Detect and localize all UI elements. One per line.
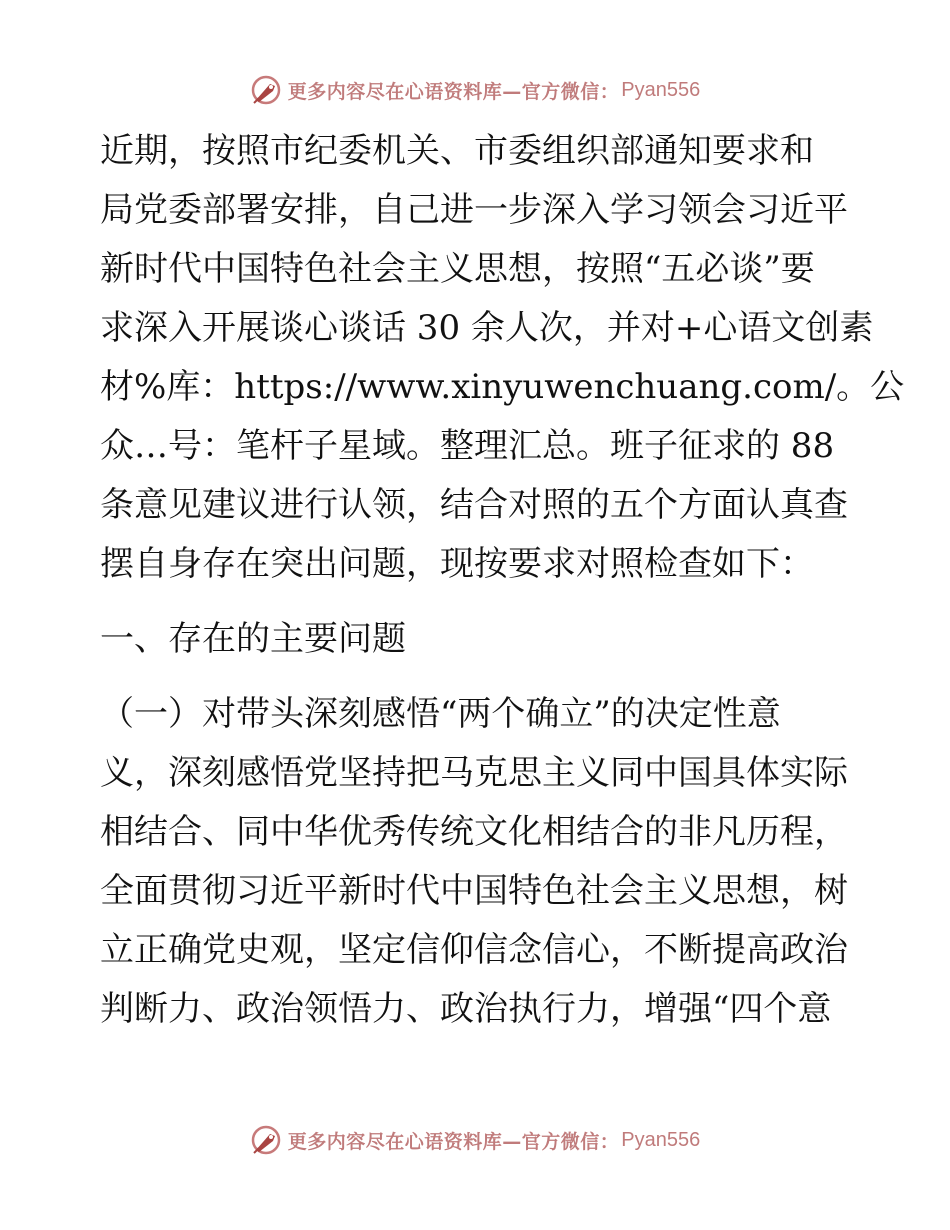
pen-nib-logo-icon <box>250 74 282 106</box>
text-line: 义，深刻感悟党坚持把马克思主义同中国具体实际 <box>100 753 848 793</box>
text-line: 全面贯彻习近平新时代中国特色社会主义思想，树 <box>100 871 848 911</box>
text-line: 局党委部署安排，自己进一步深入学习领会习近平 <box>100 190 848 230</box>
text-line: 近期，按照市纪委机关、市委组织部通知要求和 <box>100 131 814 171</box>
text-line: 众…号：笔杆子星域。整理汇总。班子征求的 88 <box>100 426 835 466</box>
subsection-paragraph <box>100 685 860 1039</box>
text-line: 求深入开展谈心谈话 30 余人次，并对+心语文创素 <box>100 308 874 348</box>
text-line: 材%库：https://www.xinyuwenchuang.com/。公 <box>100 367 905 407</box>
text-line: 新时代中国特色社会主义思想，按照“五必谈”要 <box>100 249 815 289</box>
intro-paragraph <box>100 122 905 594</box>
text-line: （一）对带头深刻感悟“两个确立”的决定性意 <box>100 694 781 734</box>
header-wechat-id: Pyan556 <box>621 78 701 101</box>
header-banner <box>0 70 950 110</box>
text-line: 条意见建议进行认领，结合对照的五个方面认真查 <box>100 485 848 525</box>
footer-wechat-id: Pyan556 <box>621 1128 701 1151</box>
header-banner-text: 更多内容尽在心语资料库—官方微信： <box>287 80 620 103</box>
footer-banner-text: 更多内容尽在心语资料库—官方微信： <box>287 1130 620 1153</box>
text-line: 摆自身存在突出问题，现按要求对照检查如下： <box>100 544 814 584</box>
text-line: 相结合、同中华优秀传统文化相结合的非凡历程， <box>100 812 848 852</box>
text-line: 判断力、政治领悟力、政治执行力，增强“四个意 <box>100 989 832 1029</box>
footer-banner <box>0 1120 950 1160</box>
pen-nib-logo-icon <box>250 1124 282 1156</box>
document-body <box>100 122 905 1039</box>
text-line: 立正确党史观，坚定信仰信念信心，不断提高政治 <box>100 930 848 970</box>
section-heading: 一、存在的主要问题 <box>100 619 406 659</box>
